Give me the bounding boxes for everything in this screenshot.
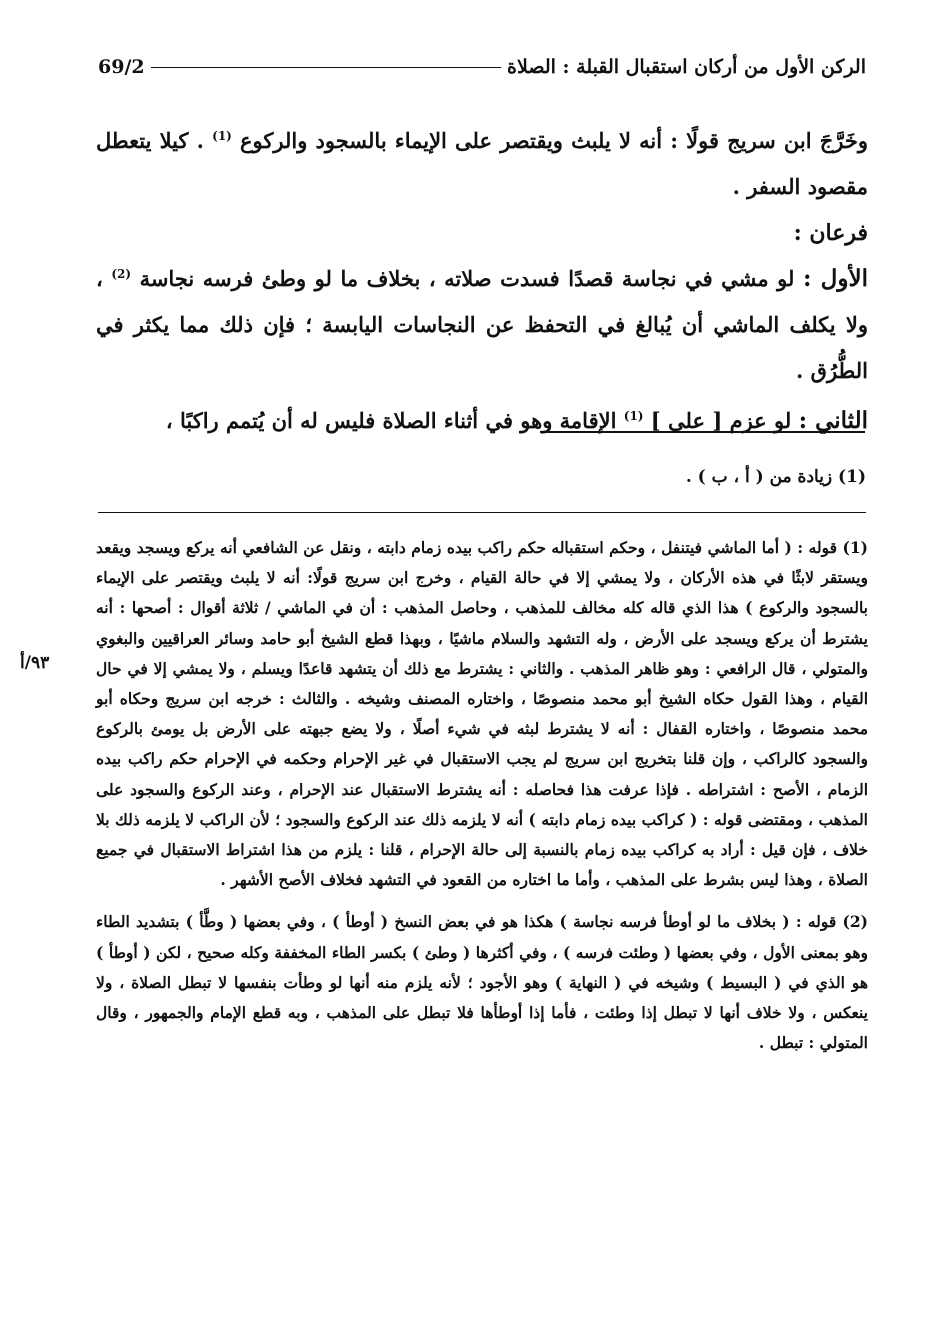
paragraph-text: . كيلا يتعطل مقصود السفر . [96,128,868,199]
footnote-ref: (1) [212,129,232,143]
commentary-separator [98,512,866,513]
footnote-ref: (2) [111,267,132,281]
header-title: الركن الأول من أركان استقبال القبلة : الصلاة [507,56,866,78]
paragraph-text: لو مشي في نجاسة قصدًا فسدت صلاته ، بخلاف ما لو وطئ فرسه نجاسة [139,266,795,291]
editor-note: (1) زيادة من ( أ ، ب ) . [685,467,866,487]
footnote-separator [540,431,865,433]
paragraph-text: ، ولا يكلف الماشي أن يُبالغ في التحفظ عن النجاسات اليابسة ؛ فإن ذلك مما يكثر في الطُّرُق . [96,266,868,383]
section-heading: فرعان : [793,220,868,246]
page-number: 69/2 [98,56,145,78]
header-rule [151,67,501,68]
running-header [98,56,866,92]
footnote-2: (2) قوله : ( بخلاف ما لو أوطأ فرسه نجاسة ) هكذا هو في بعض النسخ ( أوطأ ) ، وفي بعضها ( وطَّأ ) بتشديد الطاء وهو بمعنى الأول ، وفي بعضها ( وطئت فرسه ) ، وفي أكثرها ( وطئ ) بكسر الطاء المخففة وكله صحيح ، لكن ( أوطأ ) هو الذي في ( البسيط ) وشيخه في ( النهاية ) وهو الأجود ؛ لأنه يلزم منه أنها لو وطأت بنفسها لا تبطل الصلاة ، ولا ينعكس ، ولا خلاف أنها لا تبطل إذا وطئت ، فأما إذا أوطأها فلا تبطل على المذهب ، وبه قطع الإمام والجمهور ، وقال المتولي : تبطل . [96,912,868,1053]
footnote-ref: (1) [623,409,644,423]
paragraph-text: الإقامة وهو في أثناء الصلاة فليس له أن يُتمم راكبًا ، [165,408,617,433]
footnote-1: (1) قوله : ( أما الماشي فيتنفل ، وحكم استقباله حكم راكب بيده زمام دابته ، ونقل عن الشافعي أنه يركع ويسجد ويقعد ويستقر لابثًا في هذه الأركان ، ولا يمشي إلا في حالة القيام ، وخرج ابن سريج قولًا: أنه لا يلبث ويقتصر على الإيماء بالسجود والركوع ) هذا الذي قاله كله مخالف للمذهب ، وحاصل المذهب : أن في الماشي / ثلاثة أقوال : أصحها : أنه يشترط أن يركع ويسجد على الأرض ، وله التشهد والسلام ماشيًا ، وبهذا قطع الشيخ أبو حامد وسائر العراقيين والبغوي والمتولي ، قال الرافعي : وهو ظاهر المذهب . والثاني : يشترط مع ذلك أن يتشهد قاعدًا ويسلم ، ولا يمشي إلا في حال القيام ، وهذا القول حكاه الشيخ أبو محمد منصوصًا ، واختاره المصنف وشيخه . والثالث : خرجه ابن سريج وحكاه أبو محمد منصوصًا ، واختاره القفال : أنه لا يشترط لبثه في شيء أصلًا ، ولا يضع جبهته على الأرض بل يومئ بالركوع والسجود كالراكب ، وإن قلنا بتخريج ابن سريج لم يجب الاستقبال في غير الإحرام وحكمه في الإحرام حكم راكب بيده الزمام ، الأصح : اشتراطه . فإذا عرفت هذا فحاصله : أنه يشترط الاستقبال عند الإحرام ، وعند الركوع والسجود على المذهب ، ومقتضى قوله : ( كراكب بيده زمام دابته ) أنه لا يلزمه ذلك عند الركوع والسجود ؛ لأن الراكب لا يلزمه ذلك بلا خلاف ، فإن قيل : أراد به كراكب بيده زمام بالنسبة إلى حالة الإحرام ، قلنا : يلزم من هذا اشتراط الاستقبال في جميع الصلاة ، وهذا ليس بشرط على المذهب ، وأما ما اختاره من القعود في التشهد فخلاف الأصح الأشهر . [96,538,868,890]
first-label: الأول : [802,265,868,292]
manuscript-folio-note: ٩٣/أ [20,653,50,673]
paragraph-second-branch [96,398,868,444]
main-text [96,118,868,444]
paragraph-ibn-surayj [96,118,868,210]
paragraph-text: لو عزم [ على ] [650,408,792,433]
second-label: الثاني : [798,407,868,434]
paragraph-first-branch [96,256,868,394]
commentary-footnotes [96,533,868,1070]
paragraph-text: وخَرَّجَ ابن سريج قولًا : أنه لا يلبث ويقتصر على الإيماء بالسجود والركوع [240,128,869,153]
